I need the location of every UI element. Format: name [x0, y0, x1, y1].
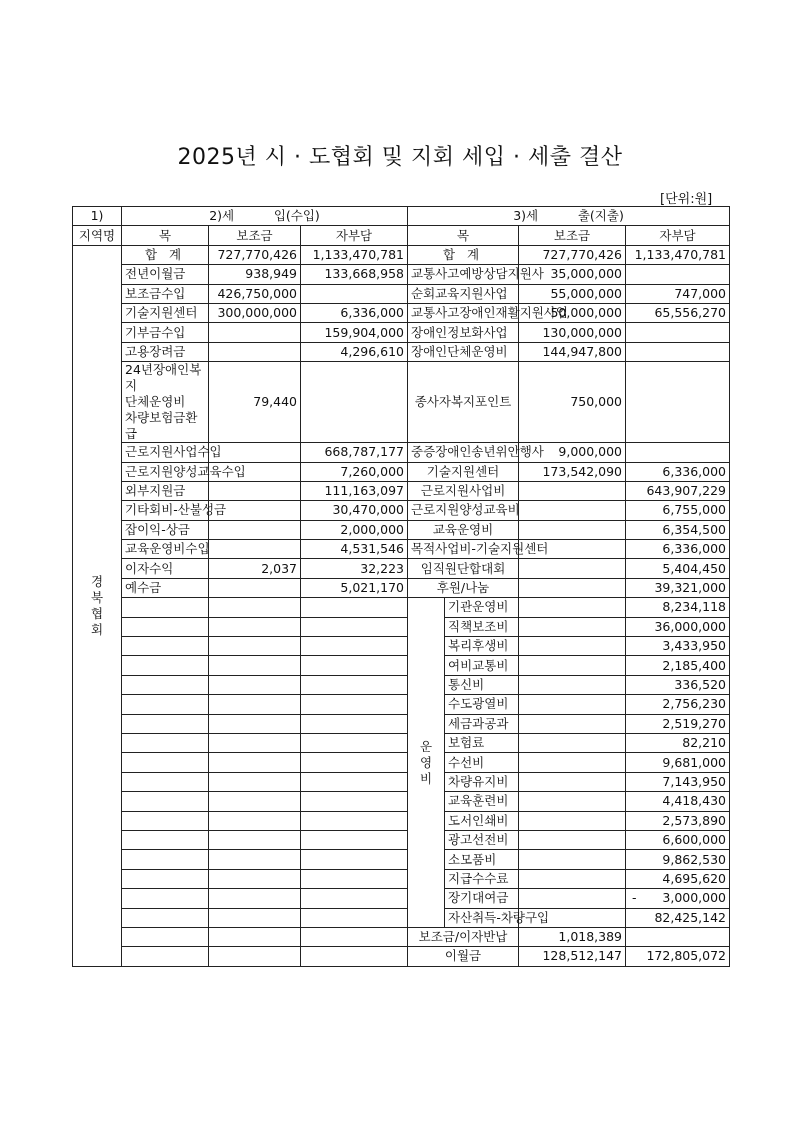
table-row	[73, 869, 730, 888]
table-row	[73, 284, 730, 303]
expense-self: 5,404,450	[626, 559, 730, 578]
expense-subsidy: 9,000,000	[519, 443, 626, 462]
income-item	[122, 675, 209, 694]
table-row	[73, 772, 730, 791]
expense-item: 후원/나눔	[408, 578, 519, 597]
operating-subsidy	[519, 598, 626, 617]
operating-self-value: 3,000,000	[662, 890, 727, 906]
income-subsidy: 300,000,000	[209, 303, 301, 322]
income-self	[301, 772, 408, 791]
operating-self-value: 4,695,620	[662, 870, 727, 886]
expense-subsidy	[519, 481, 626, 500]
expense-self: 1,133,470,781	[626, 245, 730, 264]
table-row	[73, 245, 730, 264]
footer-self	[626, 927, 730, 946]
income-self	[301, 598, 408, 617]
expense-item-header: 목	[408, 226, 519, 245]
income-subsidy	[209, 714, 301, 733]
income-self	[301, 695, 408, 714]
expense-self: 39,321,000	[626, 578, 730, 597]
expense-self: 6,336,000	[626, 462, 730, 481]
income-item: 근로지원사업수입	[122, 443, 209, 462]
table-row	[73, 792, 730, 811]
operating-self-value: 3,433,950	[662, 638, 727, 654]
income-self	[301, 733, 408, 752]
income-subsidy	[209, 578, 301, 597]
table-row	[73, 889, 730, 908]
table-row	[73, 617, 730, 636]
footer-subsidy: 128,512,147	[519, 947, 626, 966]
income-self: 5,021,170	[301, 578, 408, 597]
operating-item: 세금과공과	[445, 714, 519, 733]
income-subsidy	[209, 947, 301, 966]
expense-subsidy: 35,000,000	[519, 265, 626, 284]
income-item	[122, 830, 209, 849]
income-item	[122, 733, 209, 752]
footer-item: 보조금/이자반납	[408, 927, 519, 946]
expense-self	[626, 265, 730, 284]
income-self: 32,223	[301, 559, 408, 578]
operating-item: 지급수수료	[445, 869, 519, 888]
budget-table	[72, 206, 730, 967]
income-item: 근로지원양성교육수입	[122, 462, 209, 481]
table-row	[73, 342, 730, 361]
unit-label: [단위:원]	[660, 192, 713, 207]
expense-item: 교통사고장애인재활지원사업	[408, 303, 519, 322]
table-row	[73, 675, 730, 694]
table-row	[73, 501, 730, 520]
operating-self	[626, 830, 730, 849]
expense-self: 747,000	[626, 284, 730, 303]
operating-item: 교육훈련비	[445, 792, 519, 811]
operating-self-value: 8,234,118	[662, 599, 727, 615]
operating-subsidy	[519, 792, 626, 811]
income-subsidy	[209, 540, 301, 559]
table-row	[73, 303, 730, 322]
operating-self	[626, 753, 730, 772]
expense-item: 장애인단체운영비	[408, 342, 519, 361]
income-item	[122, 889, 209, 908]
operating-subsidy	[519, 811, 626, 830]
operating-subsidy	[519, 772, 626, 791]
income-item	[122, 850, 209, 869]
income-self-header: 자부담	[301, 226, 408, 245]
table-row	[73, 520, 730, 539]
table-row	[73, 714, 730, 733]
income-self: 4,296,610	[301, 342, 408, 361]
income-self: 7,260,000	[301, 462, 408, 481]
operating-self	[626, 675, 730, 694]
income-item	[122, 869, 209, 888]
operating-subsidy	[519, 733, 626, 752]
expense-item: 교육운영비	[408, 520, 519, 539]
operating-item: 보험료	[445, 733, 519, 752]
income-subsidy	[209, 520, 301, 539]
operating-self-value: 82,210	[682, 735, 727, 751]
operating-subsidy	[519, 695, 626, 714]
expense-subsidy-header: 보조금	[519, 226, 626, 245]
income-self	[301, 889, 408, 908]
table-row	[73, 753, 730, 772]
expense-subsidy: 144,947,800	[519, 342, 626, 361]
table-row	[73, 733, 730, 752]
income-item	[122, 598, 209, 617]
dash-prefix: -	[632, 890, 637, 906]
income-subsidy: 938,949	[209, 265, 301, 284]
operating-self-value: 9,681,000	[662, 754, 727, 770]
expense-subsidy	[519, 559, 626, 578]
operating-self	[626, 637, 730, 656]
expense-subsidy: 55,000,000	[519, 284, 626, 303]
operating-item: 수도광열비	[445, 695, 519, 714]
operating-self-value: 9,862,530	[662, 851, 727, 867]
operating-item: 통신비	[445, 675, 519, 694]
income-self	[301, 656, 408, 675]
expense-title: 3)세 출(지출)	[408, 207, 730, 226]
operating-item: 자산취득-차량구입	[445, 908, 519, 927]
income-self: 133,668,958	[301, 265, 408, 284]
operating-self	[626, 908, 730, 927]
document-title: 2025년 시 · 도협회 및 지회 세입 · 세출 결산	[177, 145, 623, 170]
expense-subsidy	[519, 501, 626, 520]
income-item	[122, 753, 209, 772]
expense-self	[626, 342, 730, 361]
income-self	[301, 850, 408, 869]
income-subsidy	[209, 811, 301, 830]
income-item	[122, 792, 209, 811]
income-self: 4,531,546	[301, 540, 408, 559]
operating-self	[626, 869, 730, 888]
header-col-1: 1)	[73, 207, 122, 226]
operating-item: 여비교통비	[445, 656, 519, 675]
operating-item: 기관운영비	[445, 598, 519, 617]
operating-subsidy	[519, 889, 626, 908]
table-row	[73, 559, 730, 578]
income-subsidy	[209, 656, 301, 675]
table-row	[73, 540, 730, 559]
income-item: 외부지원금	[122, 481, 209, 500]
operating-self-value: 82,425,142	[654, 909, 727, 925]
table-row	[73, 637, 730, 656]
table-row	[73, 830, 730, 849]
operating-self	[626, 850, 730, 869]
operating-group-label: 운 영 비	[408, 598, 445, 928]
table-row	[73, 462, 730, 481]
expense-item: 목적사업비-기술지원센터	[408, 540, 519, 559]
income-item	[122, 927, 209, 946]
region-header: 지역명	[73, 226, 122, 245]
income-subsidy	[209, 889, 301, 908]
operating-self	[626, 617, 730, 636]
table-row	[73, 908, 730, 927]
expense-self: 6,755,000	[626, 501, 730, 520]
footer-self: 172,805,072	[626, 947, 730, 966]
footer-item: 이월금	[408, 947, 519, 966]
income-item	[122, 617, 209, 636]
income-self	[301, 714, 408, 733]
operating-item: 소모품비	[445, 850, 519, 869]
table-row	[73, 695, 730, 714]
income-subsidy	[209, 772, 301, 791]
income-self: 6,336,000	[301, 303, 408, 322]
operating-self-value: 6,600,000	[662, 832, 727, 848]
operating-self	[626, 889, 730, 908]
header-row-2	[73, 226, 730, 245]
income-item: 합 계	[122, 245, 209, 264]
income-subsidy	[209, 617, 301, 636]
income-subsidy	[209, 927, 301, 946]
header-row-1	[73, 207, 730, 226]
income-self: 159,904,000	[301, 323, 408, 342]
table-row	[73, 811, 730, 830]
income-subsidy-header: 보조금	[209, 226, 301, 245]
operating-self	[626, 598, 730, 617]
income-item	[122, 637, 209, 656]
income-subsidy	[209, 908, 301, 927]
expense-self: 6,354,500	[626, 520, 730, 539]
expense-self-header: 자부담	[626, 226, 730, 245]
income-self: 111,163,097	[301, 481, 408, 500]
operating-self-value: 36,000,000	[654, 618, 727, 634]
income-self	[301, 362, 408, 443]
income-item	[122, 714, 209, 733]
income-subsidy	[209, 869, 301, 888]
region-name: 경 북 협 회	[73, 245, 122, 966]
operating-subsidy	[519, 714, 626, 733]
table-row	[73, 656, 730, 675]
operating-item: 도서인쇄비	[445, 811, 519, 830]
operating-self	[626, 714, 730, 733]
income-subsidy	[209, 850, 301, 869]
income-self	[301, 908, 408, 927]
income-item: 기부금수입	[122, 323, 209, 342]
table-row	[73, 265, 730, 284]
table-row	[73, 927, 730, 946]
expense-subsidy: 50,000,000	[519, 303, 626, 322]
operating-item: 복리후생비	[445, 637, 519, 656]
income-item: 전년이월금	[122, 265, 209, 284]
expense-subsidy: 750,000	[519, 362, 626, 443]
income-subsidy	[209, 675, 301, 694]
expense-self: 6,336,000	[626, 540, 730, 559]
income-item: 잡이익-상금	[122, 520, 209, 539]
income-item: 보조금수입	[122, 284, 209, 303]
operating-self	[626, 656, 730, 675]
operating-self-value: 2,756,230	[662, 696, 727, 712]
expense-subsidy	[519, 578, 626, 597]
operating-item: 직책보조비	[445, 617, 519, 636]
operating-self-value: 336,520	[674, 677, 727, 692]
operating-item: 차량유지비	[445, 772, 519, 791]
income-self: 668,787,177	[301, 443, 408, 462]
operating-self-value: 7,143,950	[662, 773, 727, 789]
income-self	[301, 675, 408, 694]
income-item: 기타회비-산불성금	[122, 501, 209, 520]
operating-item: 수선비	[445, 753, 519, 772]
income-item: 24년장애인복지 단체운영비 차량보험금환급	[122, 362, 209, 443]
expense-self	[626, 362, 730, 443]
income-subsidy	[209, 481, 301, 500]
income-subsidy	[209, 443, 301, 462]
operating-self-value: 2,519,270	[662, 715, 727, 731]
operating-subsidy	[519, 850, 626, 869]
operating-subsidy	[519, 675, 626, 694]
income-subsidy	[209, 695, 301, 714]
income-item: 기술지원센터	[122, 303, 209, 322]
income-self: 30,470,000	[301, 501, 408, 520]
table-row	[73, 850, 730, 869]
operating-subsidy	[519, 637, 626, 656]
expense-subsidy: 173,542,090	[519, 462, 626, 481]
income-item	[122, 908, 209, 927]
income-self: 1,133,470,781	[301, 245, 408, 264]
income-subsidy	[209, 753, 301, 772]
operating-self-value: 4,418,430	[662, 793, 727, 809]
operating-self-value: 2,185,400	[662, 657, 727, 673]
expense-self	[626, 323, 730, 342]
expense-self: 65,556,270	[626, 303, 730, 322]
expense-subsidy: 130,000,000	[519, 323, 626, 342]
income-item-header: 목	[122, 226, 209, 245]
expense-item: 종사자복지포인트	[408, 362, 519, 443]
operating-self	[626, 695, 730, 714]
income-subsidy: 426,750,000	[209, 284, 301, 303]
table-row	[73, 947, 730, 966]
income-self	[301, 617, 408, 636]
income-title: 2)세 입(수입)	[122, 207, 408, 226]
income-item	[122, 772, 209, 791]
income-item: 예수금	[122, 578, 209, 597]
operating-subsidy	[519, 869, 626, 888]
expense-item: 장애인정보화사업	[408, 323, 519, 342]
income-item: 이자수익	[122, 559, 209, 578]
income-subsidy	[209, 792, 301, 811]
income-subsidy: 727,770,426	[209, 245, 301, 264]
table-row	[73, 578, 730, 597]
operating-item: 광고선전비	[445, 830, 519, 849]
footer-subsidy: 1,018,389	[519, 927, 626, 946]
income-subsidy	[209, 830, 301, 849]
expense-self	[626, 443, 730, 462]
table-row	[73, 323, 730, 342]
table-row	[73, 481, 730, 500]
income-self	[301, 927, 408, 946]
expense-item: 근로지원사업비	[408, 481, 519, 500]
income-item	[122, 695, 209, 714]
income-self	[301, 947, 408, 966]
expense-item: 중증장애인송년위안행사	[408, 443, 519, 462]
income-self	[301, 869, 408, 888]
income-subsidy	[209, 323, 301, 342]
table-row	[73, 598, 730, 617]
table-row	[73, 443, 730, 462]
income-subsidy: 2,037	[209, 559, 301, 578]
income-item	[122, 947, 209, 966]
expense-item: 임직원단합대회	[408, 559, 519, 578]
operating-self-value: 2,573,890	[662, 812, 727, 828]
income-self	[301, 284, 408, 303]
income-item	[122, 811, 209, 830]
income-self: 2,000,000	[301, 520, 408, 539]
operating-self	[626, 792, 730, 811]
operating-self	[626, 811, 730, 830]
income-subsidy	[209, 733, 301, 752]
income-self	[301, 753, 408, 772]
income-self	[301, 830, 408, 849]
table-row	[73, 362, 730, 443]
operating-self	[626, 772, 730, 791]
income-item	[122, 656, 209, 675]
operating-item: 장기대여금	[445, 889, 519, 908]
income-subsidy	[209, 598, 301, 617]
income-self	[301, 637, 408, 656]
expense-item: 근로지원양성교육비	[408, 501, 519, 520]
expense-item: 교통사고예방상담지원사	[408, 265, 519, 284]
income-item: 고용장려금	[122, 342, 209, 361]
expense-item: 순회교육지원사업	[408, 284, 519, 303]
expense-subsidy	[519, 520, 626, 539]
income-subsidy	[209, 342, 301, 361]
operating-subsidy	[519, 617, 626, 636]
expense-self: 643,907,229	[626, 481, 730, 500]
operating-subsidy	[519, 656, 626, 675]
income-subsidy: 79,440	[209, 362, 301, 443]
expense-item: 기술지원센터	[408, 462, 519, 481]
income-self	[301, 792, 408, 811]
expense-subsidy: 727,770,426	[519, 245, 626, 264]
operating-subsidy	[519, 830, 626, 849]
income-self	[301, 811, 408, 830]
operating-self	[626, 733, 730, 752]
expense-item: 합 계	[408, 245, 519, 264]
income-subsidy	[209, 637, 301, 656]
income-item: 교육운영비수입	[122, 540, 209, 559]
operating-subsidy	[519, 753, 626, 772]
